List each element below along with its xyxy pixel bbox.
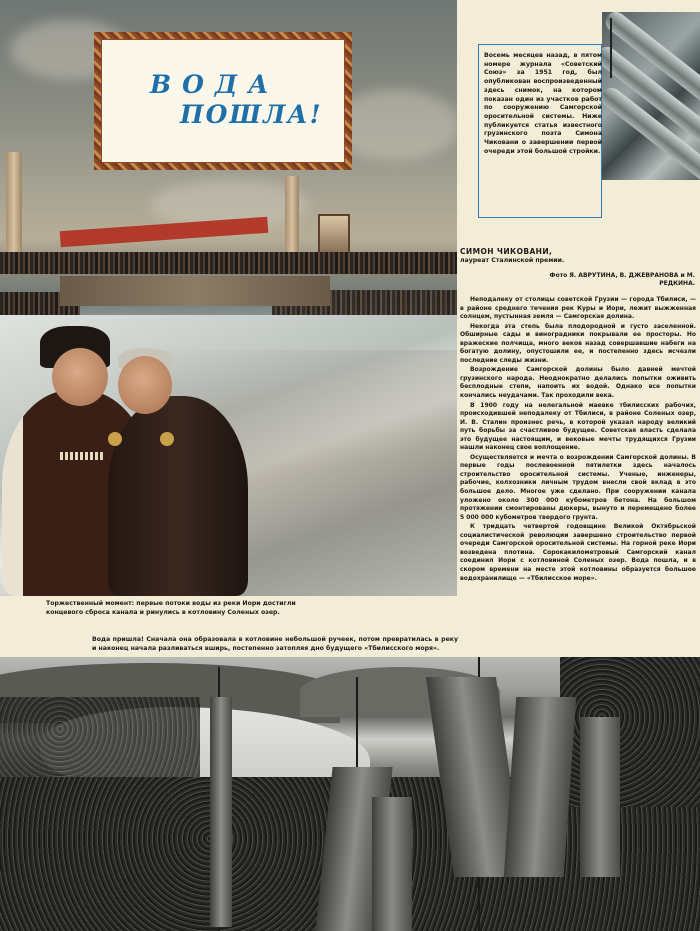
title-panel <box>101 39 345 163</box>
editor-note: Восемь месяцев назад, в пятом номере журнала «Советский Союз» за 1951 год, был опубликован воспроизведенный здесь снимок, на котором показан один из участков работ по сооружению Самгорской оросительной системы. Ниже публикуется статья известного грузинского поэта Симона Чиковани о завершении первой очереди этой большой стройки. <box>484 52 602 155</box>
title-frame <box>94 32 352 170</box>
photo-credits: Фото Я. АВРУТИНА, В. ДЖЕВРАНОВА и М. РЕДКИНА. <box>549 272 695 287</box>
article-paragraph: В 1900 году на нелегальной маевке тбилисских рабочих, происходившей неподалеку от Тбилиси, в районе Соленых озер, И. В. Сталин произнес речь, в которой указал народу великий путь борьбы за счастливое будущее. Советская власть сделала это будущее настоящим, и вековые мечты трудящихся Грузии нашли наконец свое воплощение. <box>460 401 696 452</box>
flag <box>504 697 577 877</box>
flag <box>580 717 620 877</box>
crane-post <box>610 18 612 78</box>
distant-crowd <box>0 697 200 777</box>
article-paragraph: Возрождение Самгорской долины было давней мечтой грузинского народа. Неоднократно делались попытки оживить бесплодные степи, напоить их водой. Однако все попытки кончались неудачами. Так проходили века. <box>460 366 696 400</box>
flag <box>210 697 232 927</box>
flag <box>372 797 412 931</box>
stone-wall <box>60 276 330 306</box>
medal <box>108 432 122 446</box>
headline-line-1: ВОДА <box>150 70 280 99</box>
upper-crowd <box>0 252 457 274</box>
crowd-photo <box>0 657 700 931</box>
article-paragraph: Некогда эта степь была плодородной и густо заселенной. Обширные сады и виноградники покрывали ее просторы. Но вражеские полчища, много веков назад совершавшие набеги на богатую долину, опустошили ее, и постепенно здесь исчезли последние следы жизни. <box>460 322 696 364</box>
left-banner <box>60 217 269 247</box>
face <box>52 348 108 406</box>
gazyri-bullets <box>60 452 104 460</box>
photo-caption-top: Торжественный момент: первые потоки воды из реки Иори достигли концевого сброса канала и ринулись в котловину Соленых озер. <box>46 600 296 616</box>
medal <box>160 432 174 446</box>
photo-caption-bottom: Вода пришла! Сначала она образовала в котловине небольшой ручеек, потом превратилась в реку и наконец начала разливаться вширь, постепенно затопляя дно будущего «Тбилисского моря». <box>92 636 458 652</box>
article-body <box>460 296 696 584</box>
author-title: лауреат Сталинской премии. <box>460 257 565 264</box>
article-paragraph: К тридцать четвертой годовщине Великой Октябрьской социалистической революции завершено строительство первой очереди Самгорской оросительной системы. На горной реке Иори возведена плотина. Сорокакилометровый Самгорский канал соединил Иори с котловиной Соленых озер. Вода пошла, и в скором времени на месте этой котловины образуется большое водохранилище — «Тбилисское море». <box>460 523 696 582</box>
headline-line-2: ПОШЛА! <box>180 100 323 129</box>
center-obelisk <box>285 176 299 260</box>
second-man <box>108 396 248 596</box>
article-paragraph: Осуществляется и мечта о возрождении Самгорской долины. В первые годы послевоенной пятилетки здесь началось строительство оросительной системы. Ученые, инженеры, рабочие, колхозники личным трудом внесли свой вклад в это большое дело. Многое уже сделано. При сооружении канала уложено около 300 000 кубометров бетона. На большом протяжении смонтированы дюкеры, вынуто и перемещено более 5 000 000 кубометров твердого грунта. <box>460 453 696 521</box>
author-name: СИМОН ЧИКОВАНИ, <box>460 247 553 256</box>
construction-photo <box>602 12 700 180</box>
article-paragraph: Неподалеку от столицы советской Грузии — города Тбилиси, — в районе среднего течения рек Куры и Иори, лежит выжженная солнцем, пустынная земля — Самгорская долина. <box>460 296 696 321</box>
left-obelisk <box>6 152 22 252</box>
face <box>118 356 172 414</box>
